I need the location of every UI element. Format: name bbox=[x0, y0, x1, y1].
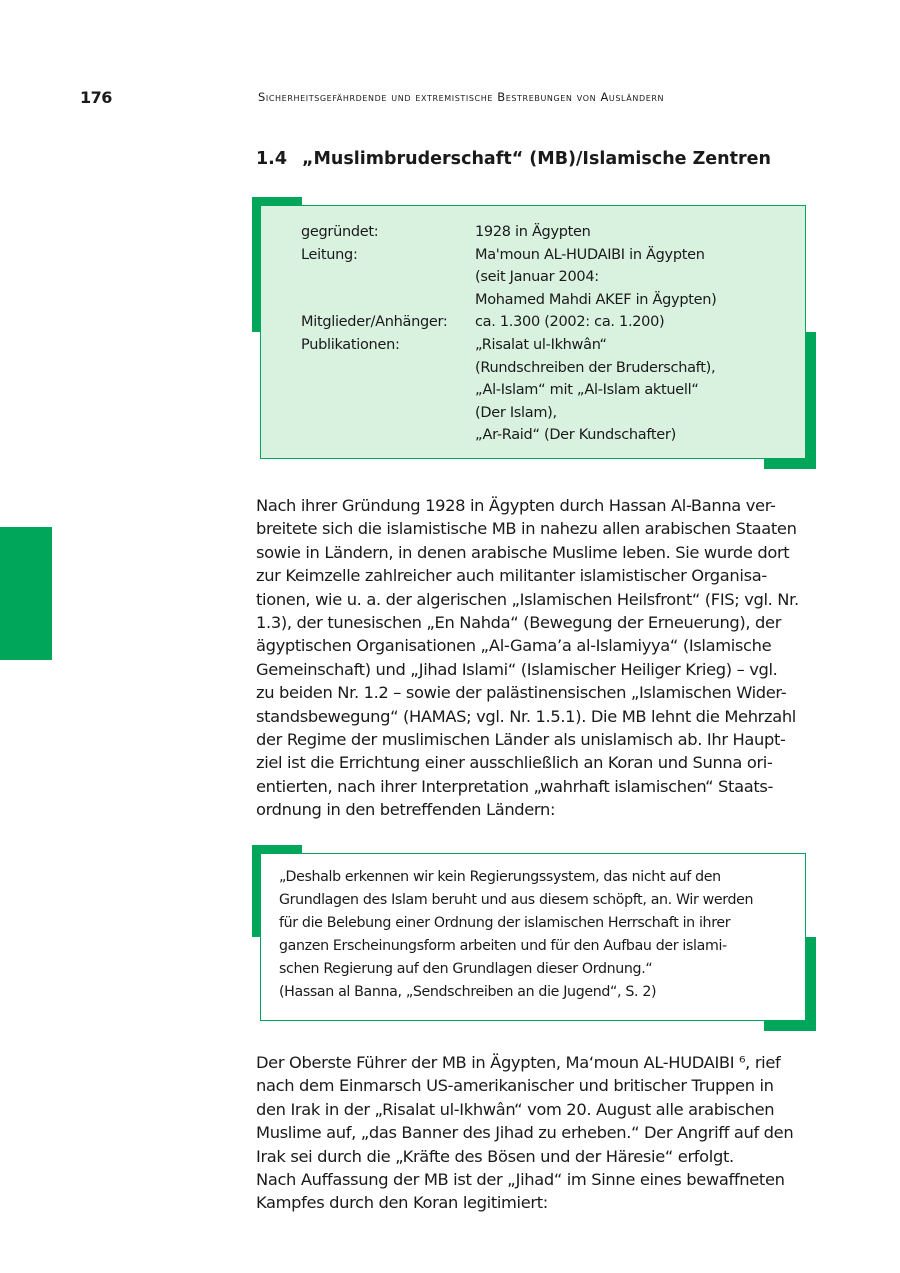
text-line: tionen, wie u. a. der algerischen „Islamischen Heilsfront“ (FIS; vgl. Nr. bbox=[256, 589, 799, 609]
fact-value-line: „Risalat ul-Ikhwân“ bbox=[475, 336, 607, 353]
text-line: sowie in Ländern, in denen arabische Muslime leben. Sie wurde dort bbox=[256, 542, 790, 562]
running-head: Sicherheitsgefährdende und extremistische Bestrebungen von Ausländern bbox=[258, 90, 665, 104]
chapter-tab-marker bbox=[0, 527, 52, 660]
text-line: Kampfes durch den Koran legitimiert: bbox=[256, 1193, 548, 1213]
text-line: zur Keimzelle zahlreicher auch militanter islamistischer Organisa- bbox=[256, 566, 767, 586]
fact-value-line: ca. 1.300 (2002: ca. 1.200) bbox=[475, 314, 665, 331]
text-line: breitete sich die islamistische MB in nahezu allen arabischen Staaten bbox=[256, 519, 797, 539]
fact-value-line: 1928 in Ägypten bbox=[475, 224, 591, 240]
text-line: 1.3), der tunesischen „En Nahda“ (Bewegung der Erneuerung), der bbox=[256, 613, 782, 633]
fact-value bbox=[475, 244, 775, 312]
fact-value-line: (Rundschreiben der Bruderschaft), bbox=[475, 359, 716, 376]
quote-line: schen Regierung auf den Grundlagen dieser Ordnung.“ bbox=[279, 961, 653, 977]
fact-value-line: (seit Januar 2004: bbox=[475, 269, 599, 286]
fact-row bbox=[301, 244, 775, 312]
body-paragraph-1 bbox=[256, 494, 826, 822]
text-line: ziel ist die Errichtung einer ausschließlich an Koran und Sunna ori- bbox=[256, 753, 773, 773]
fact-value-line: „Al-Islam“ mit „Al-Islam aktuell“ bbox=[475, 382, 699, 399]
fact-label: Publikationen: bbox=[301, 336, 400, 353]
fact-value-line: Ma'moun AL-HUDAIBI in Ägypten bbox=[475, 246, 705, 263]
quote-source: (Hassan al Banna, „Sendschreiben an die Jugend“, S. 2) bbox=[279, 984, 657, 1000]
page-number: 176 bbox=[80, 88, 112, 107]
section-number: 1.4 bbox=[256, 149, 288, 169]
fact-box bbox=[252, 197, 816, 469]
quote-line: „Deshalb erkennen wir kein Regierungssystem, das nicht auf den bbox=[279, 869, 721, 885]
text-line: Nach Auffassung der MB ist der „Jihad“ im Sinne eines bewaffneten bbox=[256, 1170, 785, 1190]
text-line: Irak sei durch die „Kräfte des Bösen und der Häresie“ erfolgt. bbox=[256, 1146, 734, 1166]
quote-box-panel bbox=[260, 853, 806, 1021]
quote-line: ganzen Erscheinungsform arbeiten und für den Aufbau der islami- bbox=[279, 938, 727, 954]
fact-row bbox=[301, 221, 775, 244]
quote-text bbox=[279, 866, 753, 1004]
fact-row bbox=[301, 311, 775, 334]
fact-value-line: „Ar-Raid“ (Der Kundschafter) bbox=[475, 427, 676, 444]
fact-list bbox=[301, 221, 775, 447]
fact-value-line: (Der Islam), bbox=[475, 404, 557, 421]
section-heading bbox=[256, 149, 771, 169]
quote-box bbox=[252, 845, 816, 1031]
text-line: entierten, nach ihrer Interpretation „wahrhaft islamischen“ Staats- bbox=[256, 776, 774, 796]
text-line: ordnung in den betreffenden Ländern: bbox=[256, 800, 556, 820]
fact-row bbox=[301, 334, 775, 447]
fact-value-line: Mohamed Mahdi AKEF in Ägypten) bbox=[475, 291, 717, 308]
text-line: nach dem Einmarsch US-amerikanischer und britischer Truppen in bbox=[256, 1076, 774, 1096]
fact-label: gegründet: bbox=[301, 224, 379, 240]
body-paragraph-2 bbox=[256, 1051, 826, 1215]
text-line: ägyptischen Organisationen „Al-Gama’a al-Islamiyya“ (Islamische bbox=[256, 636, 772, 656]
text-line: Gemeinschaft) und „Jihad Islami“ (Islamischer Heiliger Krieg) – vgl. bbox=[256, 659, 778, 679]
quote-line: für die Belebung einer Ordnung der islamischen Herrschaft in ihrer bbox=[279, 915, 731, 931]
section-title: „Muslimbruderschaft“ (MB)/Islamische Zentren bbox=[302, 149, 771, 169]
text-line: zu beiden Nr. 1.2 – sowie der palästinensischen „Islamischen Wider- bbox=[256, 683, 787, 703]
text-line: den Irak in der „Risalat ul-Ikhwân“ vom 20. August alle arabischen bbox=[256, 1099, 775, 1119]
text-line: standsbewegung“ (HAMAS; vgl. Nr. 1.5.1). Die MB lehnt die Mehrzahl bbox=[256, 706, 796, 726]
text-line: der Regime der muslimischen Länder als unislamisch ab. Ihr Haupt- bbox=[256, 730, 786, 750]
fact-box-panel bbox=[260, 205, 806, 459]
text-line: Der Oberste Führer der MB in Ägypten, Ma‘moun AL-HUDAIBI ⁶, rief bbox=[256, 1053, 781, 1072]
text-line: Muslime auf, „das Banner des Jihad zu erheben.“ Der Angriff auf den bbox=[256, 1123, 794, 1143]
text-line: Nach ihrer Gründung 1928 in Ägypten durch Hassan Al-Banna ver- bbox=[256, 496, 776, 515]
quote-line: Grundlagen des Islam beruht und aus diesem schöpft, an. Wir werden bbox=[279, 892, 754, 908]
fact-value bbox=[475, 311, 775, 334]
fact-label: Mitglieder/Anhänger: bbox=[301, 314, 448, 331]
fact-label: Leitung: bbox=[301, 246, 358, 263]
fact-value bbox=[475, 221, 775, 244]
fact-value bbox=[475, 334, 775, 447]
